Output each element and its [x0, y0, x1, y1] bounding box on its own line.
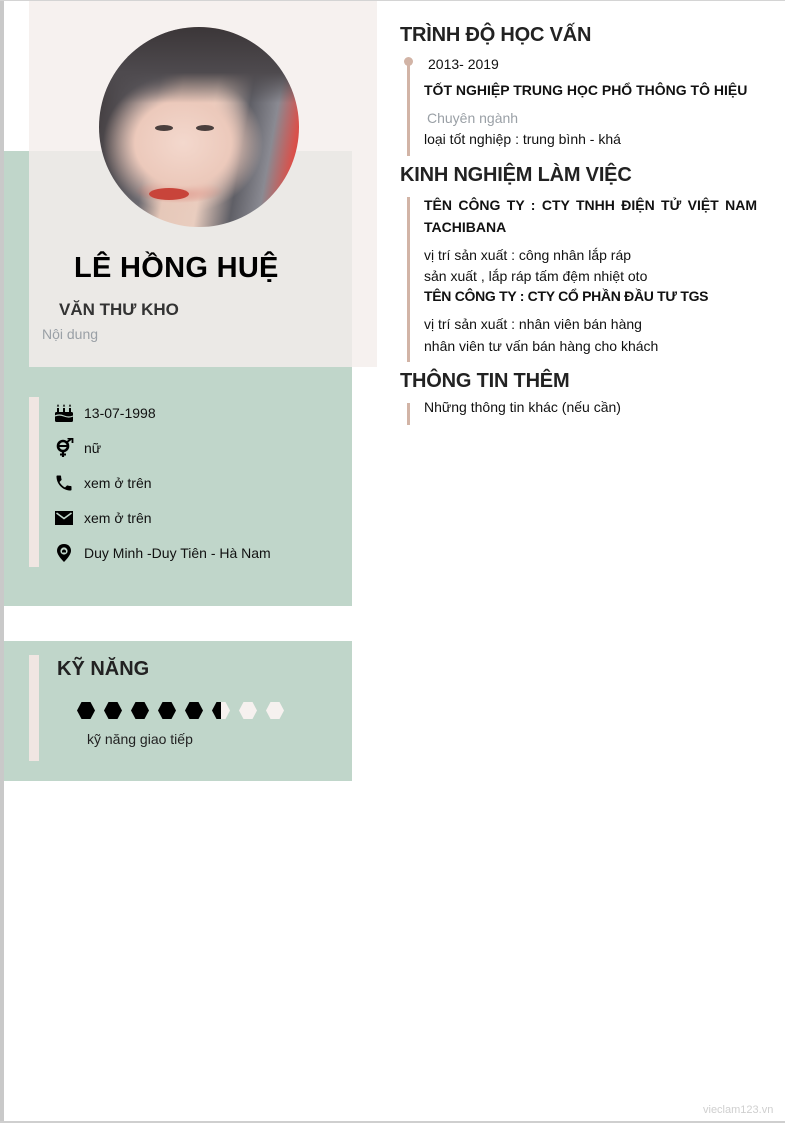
experience-line[interactable]: vị trí sản xuất : công nhân lắp ráp [424, 247, 632, 263]
rating-hexagon-empty[interactable] [266, 702, 284, 719]
additional-info-timeline-bar [407, 403, 410, 425]
contact-birthday[interactable] [54, 401, 156, 425]
avatar-lips [149, 188, 189, 200]
rating-hexagon-full[interactable] [131, 702, 149, 719]
additional-info-title: THÔNG TIN THÊM [400, 370, 570, 392]
experience-line[interactable]: nhân viên tư vấn bán hàng cho khách [424, 338, 659, 354]
email-icon [54, 508, 74, 528]
skills-title: KỸ NĂNG [57, 658, 150, 680]
experience-line[interactable]: vị trí sản xuất : nhân viên bán hàng [424, 316, 642, 332]
experience-company-1[interactable]: TÊN CÔNG TY : CTY TNHH ĐIỆN TỬ VIỆT NAM TACHIBANA [424, 197, 757, 235]
rating-hexagon-full[interactable] [104, 702, 122, 719]
phone-icon [54, 473, 74, 493]
candidate-name[interactable]: LÊ HỒNG HUỆ [74, 252, 279, 284]
birthday-cake-icon [54, 403, 74, 423]
education-period[interactable]: 2013- 2019 [428, 56, 499, 72]
experience-company-2[interactable]: TÊN CÔNG TY : CTY CỔ PHẦN ĐẦU TƯ TGS [424, 288, 709, 304]
education-timeline-bar [407, 60, 410, 156]
contact-address[interactable] [54, 541, 271, 565]
experience-timeline-bar [407, 197, 410, 362]
education-timeline-dot [404, 57, 413, 66]
gender-icon [54, 438, 74, 458]
job-title[interactable]: VĂN THƯ KHO [59, 300, 179, 319]
experience-line[interactable]: sản xuất , lắp ráp tấm đệm nhiệt oto [424, 268, 648, 284]
rating-hexagon-half[interactable] [212, 702, 230, 719]
education-title: TRÌNH ĐỘ HỌC VẤN [400, 24, 592, 46]
education-major-placeholder[interactable]: Chuyên ngành [427, 110, 519, 126]
education-school[interactable]: TỐT NGHIỆP TRUNG HỌC PHỔ THÔNG TÔ HIỆU [424, 82, 748, 98]
rating-hexagon-full[interactable] [158, 702, 176, 719]
gender-value: nữ [84, 440, 102, 456]
experience-title: KINH NGHIỆM LÀM VIỆC [400, 164, 632, 186]
skills-accent-bar [29, 655, 39, 761]
birthday-value: 13-07-1998 [84, 405, 156, 421]
watermark: vieclam123.vn [703, 1104, 774, 1116]
address-value: Duy Minh -Duy Tiên - Hà Nam [84, 545, 271, 561]
email-value: xem ở trên [84, 510, 152, 526]
avatar[interactable] [99, 27, 299, 227]
location-pin-icon [54, 543, 74, 563]
skill-rating[interactable] [77, 702, 284, 719]
rating-hexagon-full[interactable] [77, 702, 95, 719]
summary-placeholder[interactable]: Nội dung [42, 326, 99, 342]
avatar-hair [99, 27, 299, 103]
additional-info-text[interactable]: Những thông tin khác (nếu cần) [424, 399, 621, 415]
education-description[interactable]: loại tốt nghiệp : trung bình - khá [424, 131, 621, 147]
rating-hexagon-full[interactable] [185, 702, 203, 719]
header-background-strip [352, 151, 377, 367]
avatar-eye-left [155, 125, 173, 131]
phone-value: xem ở trên [84, 475, 152, 491]
skill-name[interactable]: kỹ năng giao tiếp [87, 731, 193, 747]
avatar-eye-right [196, 125, 214, 131]
contact-accent-bar [29, 397, 39, 567]
contact-email[interactable] [54, 506, 152, 530]
rating-hexagon-empty[interactable] [239, 702, 257, 719]
contact-gender[interactable] [54, 436, 101, 460]
contact-phone[interactable] [54, 471, 152, 495]
